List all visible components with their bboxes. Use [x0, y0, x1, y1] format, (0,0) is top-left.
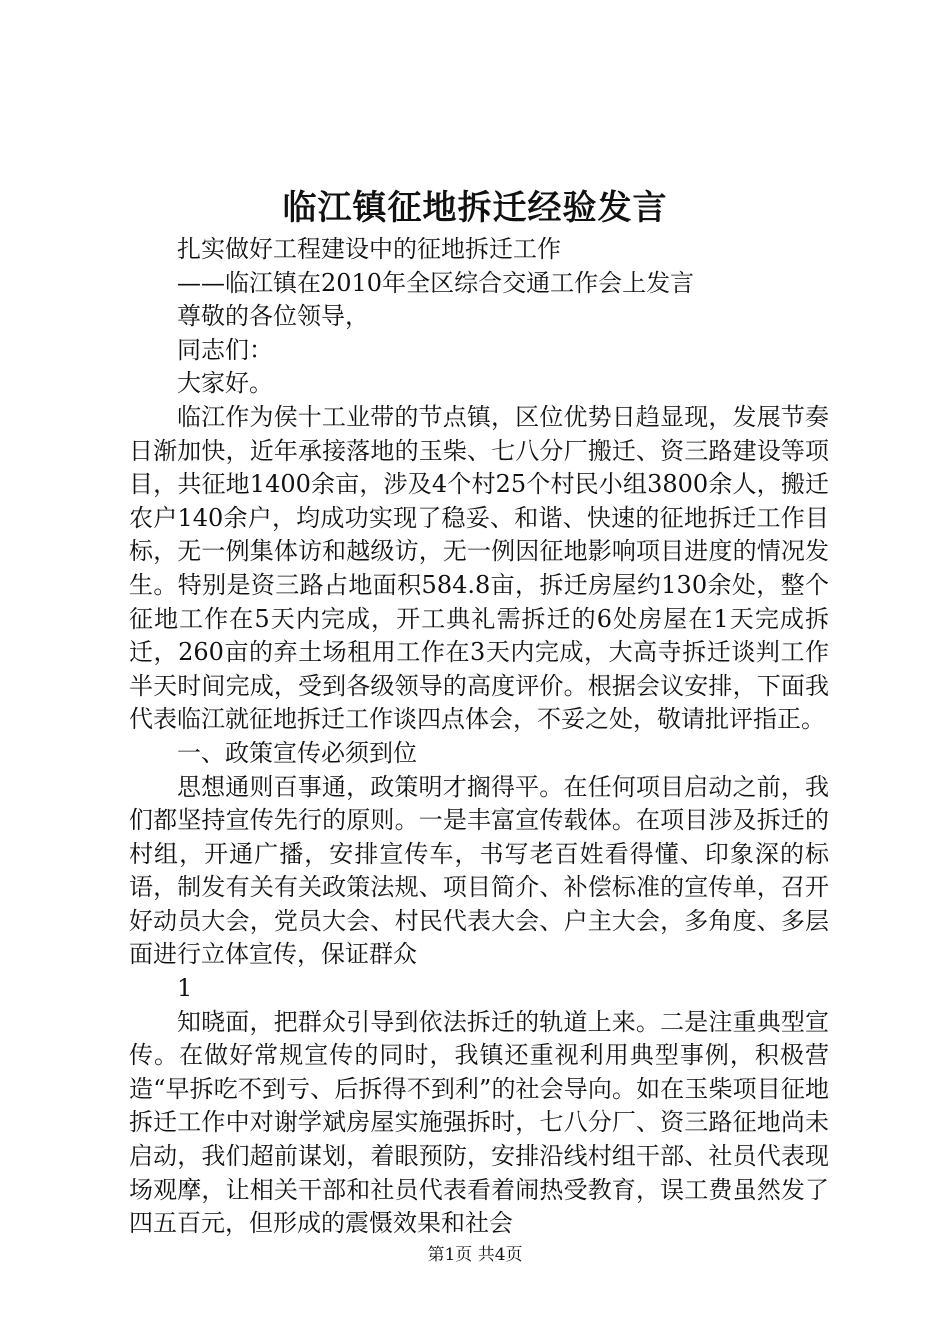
body-paragraph-policy: 思想通则百事通，政策明才搁得平。在任何项目启动之前，我们都坚持宣传先行的原则。一是丰富宣传载体。在项目涉及拆迁的村组，开通广播，安排宣传车，书写老百姓看得懂、印象深的标语，制发有关有关政策法规、项目简介、补偿标准的宣传单，召开好动员大会，党员大会、村民代表大会、户主大会，多角度、多层面进行立体宣传，保证群众 — [129, 772, 829, 969]
inline-page-number: 1 — [177, 974, 193, 1003]
salutation-leaders: 尊敬的各位领导， — [177, 302, 369, 331]
section-heading-1: 一、政策宣传必须到位 — [177, 738, 417, 767]
body-paragraph-intro: 临江作为侯十工业带的节点镇，区位优势日趋显现，发展节奏日渐加快，近年承接落地的玉柴、七八分厂搬迁、资三路建设等项目，共征地1400余亩，涉及4个村25个村民小组3800余人，搬迁农户140余户，均成功实现了稳妥、和谐、快速的征地拆迁工作目标，无一例集体访和越级访，无一例因征地影响项目进度的情况发生。特别是资三路占地面积584.8亩，拆迁房屋约130余处，整个征地工作在5天内完成，开工典礼需拆迁的6处房屋在1天完成拆迁，260亩的弃土场租用工作在3天内完成，大高寺拆迁谈判工作半天时间完成，受到各级领导的高度评价。根据会议安排，下面我代表临江就征地拆迁工作谈四点体会，不妥之处，敬请批评指正。 — [129, 402, 829, 734]
page-footer: 第1页 共4页 — [427, 1245, 523, 1265]
salutation-comrades: 同志们： — [177, 335, 273, 364]
document-body — [129, 233, 829, 1241]
speech-subheading: ——临江镇在2010年全区综合交通工作会上发言 — [177, 268, 695, 297]
greeting: 大家好。 — [177, 369, 273, 398]
body-paragraph-typical: 知晓面，把群众引导到依法拆迁的轨道上来。二是注重典型宣传。在做好常规宣传的同时，我镇还重视利用典型事例，积极营造“早拆吃不到亏、后拆得不到利”的社会导向。如在玉柴项目征地拆迁工作中对谢学斌房屋实施强拆时，七八分厂、资三路征地尚未启动，我们超前谋划，着眼预防，安排沿线村组干部、社员代表现场观摩，让相关干部和社员代表看着闹热受教育，误工费虽然发了四五百元，但形成的震慑效果和社会 — [129, 1007, 829, 1238]
speech-heading: 扎实做好工程建设中的征地拆迁工作 — [177, 235, 561, 263]
document-title: 临江镇征地拆迁经验发言 — [282, 188, 668, 228]
